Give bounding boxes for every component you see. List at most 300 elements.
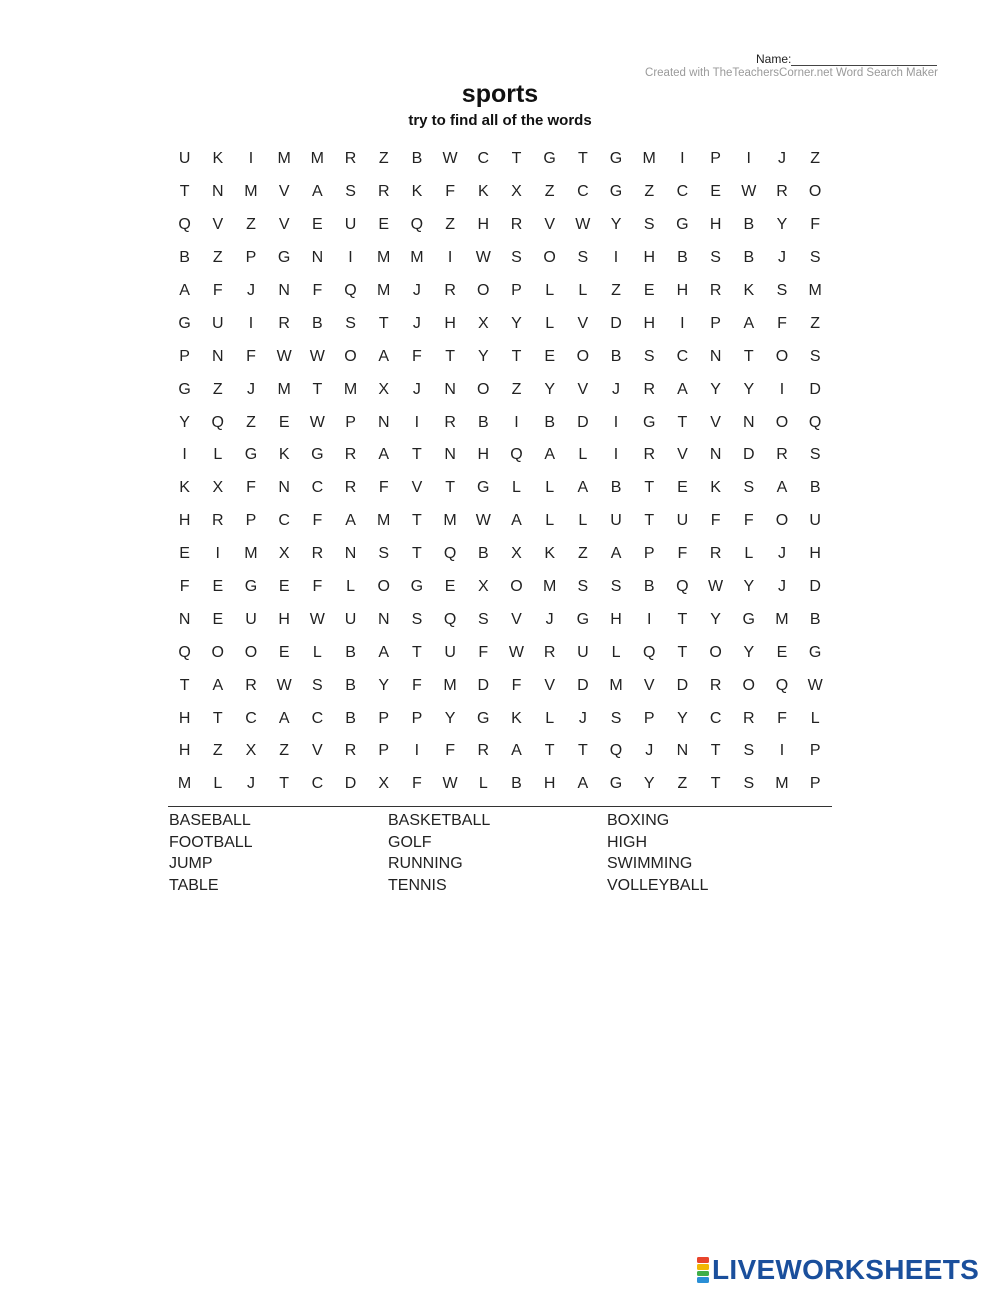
- grid-letter[interactable]: K: [278, 446, 290, 464]
- grid-letter[interactable]: B: [477, 413, 489, 431]
- grid-letter[interactable]: V: [710, 413, 721, 431]
- grid-letter[interactable]: A: [278, 709, 290, 727]
- grid-letter[interactable]: I: [348, 249, 353, 267]
- grid-letter[interactable]: V: [312, 742, 323, 760]
- grid-letter[interactable]: S: [809, 446, 821, 464]
- grid-letter[interactable]: X: [511, 183, 522, 201]
- grid-letter[interactable]: V: [677, 446, 688, 464]
- grid-letter[interactable]: P: [643, 545, 655, 563]
- grid-letter[interactable]: J: [645, 742, 654, 760]
- grid-letter[interactable]: L: [578, 282, 588, 299]
- grid-letter[interactable]: J: [777, 545, 786, 563]
- grid-letter[interactable]: F: [312, 512, 323, 530]
- grid-letter[interactable]: K: [710, 479, 721, 497]
- grid-letter[interactable]: U: [577, 643, 589, 661]
- grid-letter[interactable]: C: [311, 479, 324, 497]
- grid-letter[interactable]: I: [613, 249, 619, 267]
- grid-letter[interactable]: N: [709, 347, 722, 365]
- grid-letter[interactable]: Z: [378, 150, 389, 168]
- grid-letter[interactable]: I: [447, 249, 453, 267]
- grid-letter[interactable]: V: [278, 216, 290, 234]
- grid-letter[interactable]: P: [345, 413, 356, 431]
- grid-letter[interactable]: E: [212, 610, 224, 628]
- grid-letter[interactable]: Y: [179, 413, 190, 431]
- grid-letter[interactable]: W: [442, 150, 458, 168]
- grid-letter[interactable]: P: [411, 709, 423, 727]
- grid-letter[interactable]: F: [246, 347, 256, 365]
- grid-letter[interactable]: G: [642, 413, 656, 431]
- grid-letter[interactable]: L: [578, 512, 588, 530]
- grid-letter[interactable]: V: [411, 479, 423, 497]
- grid-letter[interactable]: R: [245, 676, 257, 694]
- grid-letter[interactable]: E: [278, 643, 290, 661]
- grid-letter[interactable]: F: [777, 314, 787, 332]
- grid-letter[interactable]: L: [545, 282, 555, 299]
- grid-letter[interactable]: B: [610, 479, 622, 497]
- grid-letter[interactable]: H: [477, 216, 490, 234]
- grid-letter[interactable]: P: [710, 314, 721, 332]
- grid-letter[interactable]: I: [613, 446, 619, 464]
- grid-letter[interactable]: J: [412, 282, 421, 299]
- grid-letter[interactable]: B: [345, 676, 356, 694]
- grid-letter[interactable]: T: [677, 610, 688, 628]
- grid-letter[interactable]: Q: [609, 742, 623, 760]
- grid-letter[interactable]: N: [377, 413, 390, 431]
- grid-letter[interactable]: Q: [211, 413, 224, 431]
- grid-letter[interactable]: L: [346, 578, 355, 596]
- grid-letter[interactable]: R: [278, 314, 290, 332]
- grid-letter[interactable]: D: [809, 380, 821, 398]
- grid-letter[interactable]: G: [277, 249, 291, 267]
- grid-letter[interactable]: Z: [677, 775, 688, 793]
- grid-letter[interactable]: J: [578, 709, 587, 727]
- grid-letter[interactable]: D: [809, 578, 821, 596]
- grid-letter[interactable]: E: [677, 479, 688, 497]
- grid-letter[interactable]: G: [178, 314, 191, 332]
- grid-letter[interactable]: I: [680, 150, 685, 168]
- grid-letter[interactable]: W: [309, 610, 325, 628]
- grid-letter[interactable]: G: [609, 150, 623, 168]
- grid-letter[interactable]: J: [777, 249, 786, 267]
- grid-letter[interactable]: A: [610, 545, 622, 563]
- grid-letter[interactable]: T: [179, 676, 190, 694]
- grid-letter[interactable]: B: [643, 578, 655, 596]
- grid-letter[interactable]: E: [643, 282, 655, 299]
- grid-letter[interactable]: A: [677, 380, 688, 398]
- grid-letter[interactable]: S: [345, 183, 356, 201]
- grid-letter[interactable]: C: [676, 183, 689, 201]
- grid-letter[interactable]: S: [743, 479, 755, 497]
- grid-letter[interactable]: K: [212, 150, 224, 168]
- grid-letter[interactable]: M: [377, 249, 391, 267]
- grid-letter[interactable]: E: [776, 643, 788, 661]
- grid-letter[interactable]: O: [477, 282, 490, 299]
- grid-letter[interactable]: F: [212, 282, 223, 299]
- grid-letter[interactable]: G: [244, 578, 258, 596]
- grid-letter[interactable]: D: [477, 676, 490, 694]
- grid-letter[interactable]: B: [312, 314, 323, 332]
- grid-letter[interactable]: S: [345, 314, 356, 332]
- grid-letter[interactable]: G: [178, 380, 191, 398]
- grid-letter[interactable]: F: [378, 479, 389, 497]
- grid-letter[interactable]: R: [377, 183, 390, 201]
- grid-letter[interactable]: L: [578, 446, 588, 464]
- grid-letter[interactable]: B: [345, 643, 356, 661]
- grid-letter[interactable]: W: [475, 512, 491, 530]
- grid-letter[interactable]: T: [644, 512, 655, 530]
- grid-letter[interactable]: S: [378, 545, 390, 563]
- grid-letter[interactable]: A: [577, 479, 589, 497]
- grid-letter[interactable]: B: [544, 413, 555, 431]
- grid-letter[interactable]: X: [278, 545, 290, 563]
- grid-letter[interactable]: I: [680, 314, 685, 332]
- grid-letter[interactable]: S: [577, 578, 589, 596]
- grid-letter[interactable]: X: [378, 775, 390, 793]
- grid-letter[interactable]: G: [244, 446, 258, 464]
- grid-letter[interactable]: S: [776, 282, 788, 299]
- grid-letter[interactable]: E: [312, 216, 323, 234]
- grid-letter[interactable]: C: [709, 709, 722, 727]
- grid-letter[interactable]: Z: [810, 150, 821, 168]
- grid-letter[interactable]: U: [245, 610, 257, 628]
- grid-letter[interactable]: G: [543, 150, 556, 168]
- grid-letter[interactable]: Y: [610, 216, 622, 234]
- grid-letter[interactable]: H: [543, 775, 556, 793]
- grid-letter[interactable]: A: [179, 282, 190, 299]
- grid-letter[interactable]: R: [709, 676, 722, 694]
- grid-letter[interactable]: T: [644, 479, 655, 497]
- grid-letter[interactable]: E: [179, 545, 190, 563]
- grid-letter[interactable]: R: [344, 150, 357, 168]
- grid-letter[interactable]: R: [344, 742, 357, 760]
- grid-letter[interactable]: G: [311, 446, 324, 464]
- grid-letter[interactable]: Z: [611, 282, 621, 299]
- grid-letter[interactable]: T: [412, 545, 422, 563]
- grid-letter[interactable]: J: [246, 775, 255, 793]
- grid-letter[interactable]: U: [676, 512, 689, 530]
- grid-letter[interactable]: R: [709, 545, 722, 563]
- grid-letter[interactable]: E: [212, 578, 224, 596]
- grid-letter[interactable]: M: [310, 150, 324, 168]
- grid-letter[interactable]: T: [179, 183, 190, 201]
- grid-letter[interactable]: P: [179, 347, 190, 365]
- grid-letter[interactable]: Z: [212, 380, 223, 398]
- grid-letter[interactable]: R: [776, 183, 788, 201]
- grid-letter[interactable]: F: [743, 512, 754, 530]
- grid-letter[interactable]: H: [643, 249, 655, 267]
- grid-letter[interactable]: E: [378, 216, 390, 234]
- grid-letter[interactable]: O: [244, 643, 258, 661]
- grid-letter[interactable]: P: [378, 709, 390, 727]
- grid-letter[interactable]: R: [643, 380, 655, 398]
- grid-letter[interactable]: W: [575, 216, 591, 234]
- grid-letter[interactable]: I: [248, 314, 254, 332]
- grid-letter[interactable]: S: [809, 249, 821, 267]
- grid-letter[interactable]: I: [646, 610, 652, 628]
- grid-letter[interactable]: R: [776, 446, 788, 464]
- grid-letter[interactable]: F: [179, 578, 190, 596]
- grid-letter[interactable]: E: [710, 183, 721, 201]
- grid-letter[interactable]: T: [412, 512, 422, 530]
- grid-letter[interactable]: P: [710, 150, 721, 168]
- grid-letter[interactable]: T: [577, 742, 588, 760]
- grid-letter[interactable]: U: [809, 512, 821, 530]
- grid-letter[interactable]: M: [343, 380, 358, 398]
- grid-letter[interactable]: B: [743, 249, 755, 267]
- grid-letter[interactable]: G: [609, 775, 623, 793]
- grid-letter[interactable]: A: [212, 676, 224, 694]
- grid-letter[interactable]: Y: [477, 347, 489, 365]
- grid-letter[interactable]: T: [412, 643, 422, 661]
- grid-letter[interactable]: E: [278, 413, 290, 431]
- grid-letter[interactable]: K: [544, 545, 555, 563]
- grid-letter[interactable]: R: [543, 643, 556, 661]
- grid-letter[interactable]: A: [511, 742, 522, 760]
- grid-letter[interactable]: M: [443, 676, 457, 694]
- grid-letter[interactable]: Y: [511, 314, 522, 332]
- grid-letter[interactable]: O: [742, 676, 755, 694]
- grid-letter[interactable]: Z: [577, 545, 588, 563]
- grid-letter[interactable]: J: [612, 380, 621, 398]
- grid-letter[interactable]: B: [743, 216, 755, 234]
- grid-letter[interactable]: A: [345, 512, 356, 530]
- grid-letter[interactable]: Y: [743, 643, 755, 661]
- grid-letter[interactable]: N: [709, 446, 722, 464]
- grid-letter[interactable]: F: [246, 479, 256, 497]
- grid-letter[interactable]: K: [477, 183, 489, 201]
- grid-letter[interactable]: D: [577, 676, 589, 694]
- grid-letter[interactable]: Q: [676, 578, 689, 596]
- grid-letter[interactable]: Y: [710, 380, 721, 398]
- grid-letter[interactable]: M: [410, 249, 424, 267]
- grid-letter[interactable]: P: [643, 709, 655, 727]
- grid-letter[interactable]: C: [311, 775, 324, 793]
- grid-letter[interactable]: O: [543, 249, 556, 267]
- grid-letter[interactable]: U: [344, 610, 357, 628]
- grid-letter[interactable]: N: [743, 413, 755, 431]
- grid-letter[interactable]: L: [312, 643, 322, 661]
- grid-letter[interactable]: P: [809, 742, 821, 760]
- grid-letter[interactable]: P: [809, 775, 821, 793]
- grid-letter[interactable]: L: [213, 446, 223, 464]
- grid-letter[interactable]: H: [178, 709, 191, 727]
- grid-letter[interactable]: H: [610, 610, 622, 628]
- grid-letter[interactable]: C: [245, 709, 257, 727]
- grid-letter[interactable]: M: [775, 610, 789, 628]
- grid-letter[interactable]: N: [676, 742, 689, 760]
- grid-letter[interactable]: X: [245, 742, 257, 760]
- grid-letter[interactable]: E: [544, 347, 555, 365]
- grid-letter[interactable]: Q: [410, 216, 424, 234]
- grid-letter[interactable]: H: [709, 216, 722, 234]
- grid-letter[interactable]: G: [477, 709, 490, 727]
- grid-letter[interactable]: A: [544, 446, 555, 464]
- grid-letter[interactable]: M: [642, 150, 656, 168]
- grid-letter[interactable]: S: [710, 249, 721, 267]
- grid-letter[interactable]: A: [378, 347, 390, 365]
- grid-letter[interactable]: S: [743, 742, 755, 760]
- grid-letter[interactable]: R: [212, 512, 224, 530]
- grid-letter[interactable]: J: [777, 150, 786, 168]
- grid-letter[interactable]: O: [344, 347, 357, 365]
- grid-letter[interactable]: M: [244, 183, 258, 201]
- grid-letter[interactable]: I: [414, 413, 420, 431]
- grid-letter[interactable]: F: [677, 545, 688, 563]
- grid-letter[interactable]: H: [809, 545, 821, 563]
- grid-letter[interactable]: B: [677, 249, 688, 267]
- grid-letter[interactable]: M: [377, 512, 391, 530]
- grid-letter[interactable]: E: [444, 578, 456, 596]
- grid-letter[interactable]: Y: [643, 775, 655, 793]
- grid-letter[interactable]: S: [511, 249, 522, 267]
- grid-letter[interactable]: K: [743, 282, 755, 299]
- grid-letter[interactable]: R: [643, 446, 655, 464]
- grid-letter[interactable]: F: [412, 676, 422, 694]
- grid-letter[interactable]: U: [444, 643, 456, 661]
- grid-letter[interactable]: F: [412, 775, 422, 793]
- grid-letter[interactable]: T: [577, 150, 588, 168]
- grid-letter[interactable]: I: [613, 413, 619, 431]
- grid-letter[interactable]: I: [514, 413, 519, 431]
- grid-letter[interactable]: T: [378, 314, 389, 332]
- grid-letter[interactable]: T: [445, 479, 455, 497]
- grid-letter[interactable]: I: [248, 150, 254, 168]
- grid-letter[interactable]: D: [676, 676, 689, 694]
- grid-letter[interactable]: C: [477, 150, 490, 168]
- grid-letter[interactable]: B: [411, 150, 423, 168]
- grid-letter[interactable]: N: [377, 610, 390, 628]
- grid-letter[interactable]: Y: [378, 676, 390, 694]
- grid-letter[interactable]: O: [709, 643, 722, 661]
- grid-letter[interactable]: M: [542, 578, 557, 596]
- grid-letter[interactable]: L: [611, 643, 621, 661]
- grid-letter[interactable]: M: [244, 545, 258, 563]
- grid-letter[interactable]: H: [278, 610, 290, 628]
- grid-letter[interactable]: B: [610, 347, 622, 365]
- grid-letter[interactable]: R: [344, 479, 357, 497]
- grid-letter[interactable]: J: [412, 314, 421, 332]
- grid-letter[interactable]: X: [212, 479, 224, 497]
- grid-letter[interactable]: Z: [246, 216, 256, 234]
- grid-letter[interactable]: H: [676, 282, 689, 299]
- grid-letter[interactable]: Z: [544, 183, 555, 201]
- grid-letter[interactable]: O: [377, 578, 390, 596]
- grid-letter[interactable]: H: [643, 314, 655, 332]
- grid-letter[interactable]: D: [743, 446, 755, 464]
- grid-letter[interactable]: P: [245, 512, 257, 530]
- grid-letter[interactable]: U: [344, 216, 357, 234]
- grid-letter[interactable]: L: [213, 775, 223, 793]
- grid-letter[interactable]: N: [212, 183, 224, 201]
- grid-letter[interactable]: T: [445, 347, 455, 365]
- grid-letter[interactable]: R: [477, 742, 490, 760]
- grid-letter[interactable]: T: [511, 150, 522, 168]
- grid-letter[interactable]: S: [610, 578, 622, 596]
- grid-letter[interactable]: T: [743, 347, 754, 365]
- grid-letter[interactable]: S: [577, 249, 589, 267]
- grid-letter[interactable]: R: [444, 282, 456, 299]
- grid-letter[interactable]: M: [808, 282, 822, 299]
- grid-letter[interactable]: S: [411, 610, 423, 628]
- grid-letter[interactable]: L: [744, 545, 754, 563]
- grid-letter[interactable]: Y: [544, 380, 555, 398]
- grid-letter[interactable]: Q: [808, 413, 822, 431]
- grid-letter[interactable]: U: [610, 512, 622, 530]
- grid-letter[interactable]: T: [511, 347, 522, 365]
- grid-letter[interactable]: Q: [510, 446, 523, 464]
- grid-letter[interactable]: P: [511, 282, 522, 299]
- grid-letter[interactable]: R: [311, 545, 324, 563]
- grid-letter[interactable]: N: [344, 545, 357, 563]
- grid-letter[interactable]: L: [810, 709, 820, 727]
- grid-letter[interactable]: Q: [443, 610, 457, 628]
- grid-letter[interactable]: M: [377, 282, 391, 299]
- grid-letter[interactable]: W: [475, 249, 491, 267]
- grid-letter[interactable]: Q: [642, 643, 656, 661]
- grid-letter[interactable]: B: [809, 479, 821, 497]
- grid-letter[interactable]: Z: [246, 413, 256, 431]
- grid-letter[interactable]: F: [312, 578, 323, 596]
- grid-letter[interactable]: L: [478, 775, 488, 793]
- grid-letter[interactable]: T: [279, 775, 290, 793]
- grid-letter[interactable]: M: [277, 380, 291, 398]
- grid-letter[interactable]: F: [710, 512, 721, 530]
- grid-letter[interactable]: G: [410, 578, 424, 596]
- grid-letter[interactable]: V: [278, 183, 290, 201]
- grid-letter[interactable]: G: [609, 183, 623, 201]
- grid-letter[interactable]: G: [676, 216, 689, 234]
- grid-letter[interactable]: Z: [212, 249, 223, 267]
- grid-letter[interactable]: R: [444, 413, 456, 431]
- grid-letter[interactable]: R: [743, 709, 755, 727]
- grid-letter[interactable]: V: [544, 216, 555, 234]
- grid-letter[interactable]: Y: [444, 709, 456, 727]
- grid-letter[interactable]: K: [511, 709, 522, 727]
- grid-letter[interactable]: R: [709, 282, 722, 299]
- grid-letter[interactable]: E: [278, 578, 290, 596]
- grid-letter[interactable]: A: [511, 512, 522, 530]
- grid-letter[interactable]: Z: [644, 183, 655, 201]
- grid-letter[interactable]: Q: [178, 216, 191, 234]
- grid-letter[interactable]: R: [510, 216, 523, 234]
- grid-letter[interactable]: A: [776, 479, 788, 497]
- grid-letter[interactable]: I: [414, 742, 420, 760]
- grid-letter[interactable]: W: [309, 347, 325, 365]
- grid-letter[interactable]: M: [609, 676, 623, 694]
- grid-letter[interactable]: O: [775, 347, 789, 365]
- grid-letter[interactable]: Z: [810, 314, 821, 332]
- grid-letter[interactable]: D: [344, 775, 357, 793]
- grid-letter[interactable]: Y: [677, 709, 688, 727]
- grid-letter[interactable]: Y: [710, 610, 721, 628]
- grid-letter[interactable]: F: [777, 709, 787, 727]
- grid-letter[interactable]: I: [779, 742, 785, 760]
- grid-letter[interactable]: A: [312, 183, 323, 201]
- grid-letter[interactable]: Q: [344, 282, 357, 299]
- grid-letter[interactable]: S: [312, 676, 323, 694]
- grid-letter[interactable]: R: [344, 446, 357, 464]
- grid-letter[interactable]: T: [677, 413, 688, 431]
- grid-letter[interactable]: W: [807, 676, 823, 694]
- grid-letter[interactable]: I: [779, 380, 785, 398]
- grid-letter[interactable]: F: [511, 676, 522, 694]
- grid-letter[interactable]: Z: [511, 380, 522, 398]
- grid-letter[interactable]: Z: [445, 216, 455, 234]
- grid-letter[interactable]: S: [809, 347, 821, 365]
- grid-letter[interactable]: X: [378, 380, 390, 398]
- grid-letter[interactable]: G: [576, 610, 590, 628]
- grid-letter[interactable]: T: [312, 380, 323, 398]
